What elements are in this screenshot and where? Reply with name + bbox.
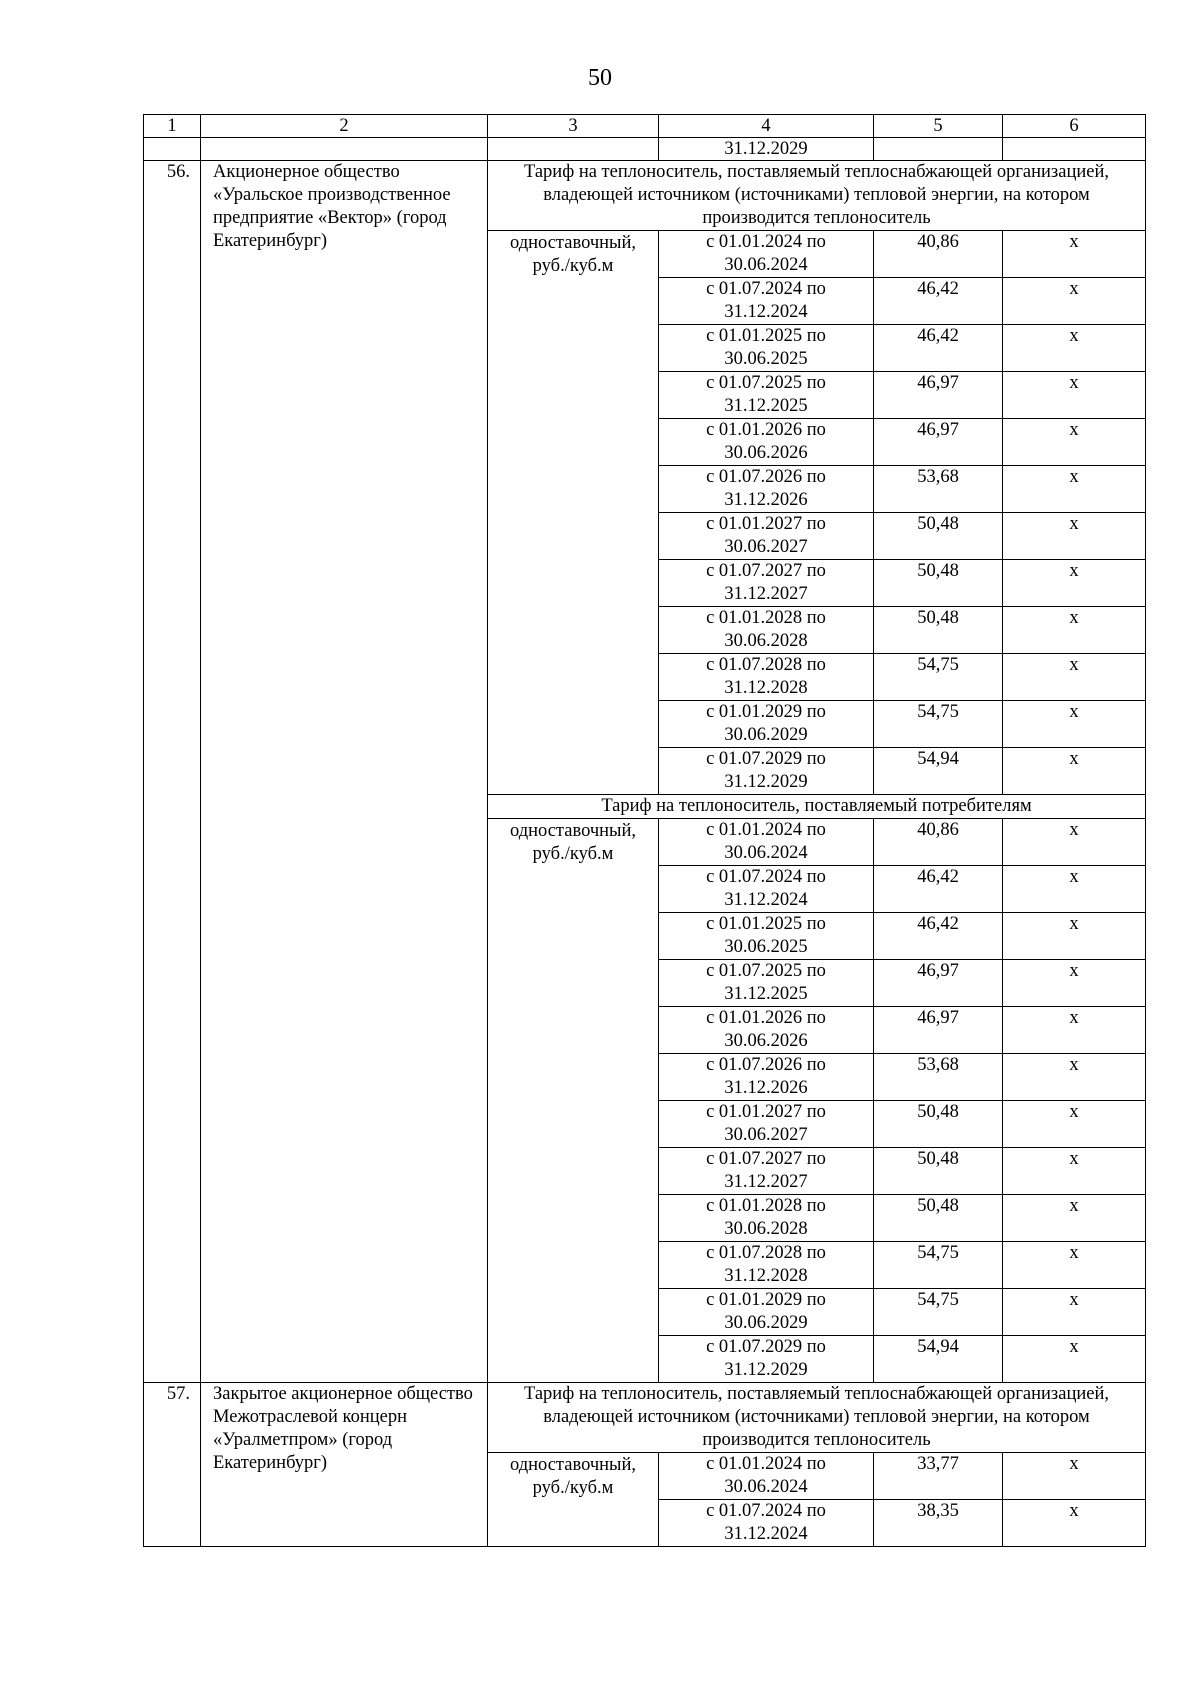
period-cell: с 01.01.2028 по 30.06.2028 (659, 607, 874, 654)
value-cell: 54,94 (874, 1336, 1003, 1383)
period-cell: с 01.07.2027 по 31.12.2027 (659, 1148, 874, 1195)
col6-cell: х (1003, 866, 1146, 913)
value-cell: 46,97 (874, 1007, 1003, 1054)
value-cell: 46,42 (874, 278, 1003, 325)
col6-cell: х (1003, 513, 1146, 560)
col6-cell: х (1003, 913, 1146, 960)
value-cell: 54,75 (874, 1242, 1003, 1289)
empty-cell (144, 138, 201, 161)
col6-cell: х (1003, 231, 1146, 278)
value-cell: 46,42 (874, 325, 1003, 372)
period-cell: с 01.01.2027 по 30.06.2027 (659, 1101, 874, 1148)
col6-cell: х (1003, 1195, 1146, 1242)
tariff-table (143, 114, 1146, 1547)
value-cell: 50,48 (874, 1148, 1003, 1195)
header-cell: 6 (1003, 115, 1146, 138)
value-cell: 40,86 (874, 819, 1003, 866)
period-cell: с 01.07.2025 по 31.12.2025 (659, 960, 874, 1007)
value-cell: 40,86 (874, 231, 1003, 278)
period-cell: с 01.01.2024 по 30.06.2024 (659, 231, 874, 278)
tariff-title: Тариф на теплоноситель, поставляемый теплоснабжающей организацией, владеющей источником (источниками) тепловой энергии, на котором производится теплоноситель (488, 161, 1146, 231)
col6-cell: х (1003, 748, 1146, 795)
value-cell: 54,75 (874, 654, 1003, 701)
empty-cell (201, 138, 488, 161)
col6-cell: х (1003, 372, 1146, 419)
col6-cell: х (1003, 560, 1146, 607)
period-cell: с 01.07.2029 по 31.12.2029 (659, 1336, 874, 1383)
value-cell: 53,68 (874, 1054, 1003, 1101)
col6-cell: х (1003, 278, 1146, 325)
empty-cell (874, 138, 1003, 161)
period-cell: с 01.01.2028 по 30.06.2028 (659, 1195, 874, 1242)
value-cell: 54,75 (874, 701, 1003, 748)
value-cell: 46,97 (874, 372, 1003, 419)
empty-cell (488, 138, 659, 161)
period-cell: с 01.01.2026 по 30.06.2026 (659, 419, 874, 466)
period-cell: с 01.07.2026 по 31.12.2026 (659, 466, 874, 513)
value-cell: 50,48 (874, 560, 1003, 607)
value-cell: 50,48 (874, 607, 1003, 654)
empty-cell (1003, 138, 1146, 161)
value-cell: 38,35 (874, 1500, 1003, 1547)
col6-cell: х (1003, 1453, 1146, 1500)
period-cell: с 01.01.2025 по 30.06.2025 (659, 325, 874, 372)
entry-number: 56. (144, 161, 201, 1383)
value-cell: 50,48 (874, 1195, 1003, 1242)
value-cell: 54,94 (874, 748, 1003, 795)
header-cell: 3 (488, 115, 659, 138)
value-cell: 46,42 (874, 913, 1003, 960)
value-cell: 46,42 (874, 866, 1003, 913)
tariff-title: Тариф на теплоноситель, поставляемый потребителям (488, 795, 1146, 819)
header-cell: 4 (659, 115, 874, 138)
col6-cell: х (1003, 1007, 1146, 1054)
col6-cell: х (1003, 466, 1146, 513)
value-cell: 54,75 (874, 1289, 1003, 1336)
organization-name: Акционерное общество «Уральское производственное предприятие «Вектор» (город Екатеринбург) (201, 161, 488, 1383)
period-cell: с 01.07.2024 по 31.12.2024 (659, 278, 874, 325)
period-cell: с 01.07.2029 по 31.12.2029 (659, 748, 874, 795)
col6-cell: х (1003, 819, 1146, 866)
tariff-type: одноставочный, руб./куб.м (488, 231, 659, 795)
page-number: 50 (588, 65, 612, 91)
value-cell: 33,77 (874, 1453, 1003, 1500)
col6-cell: х (1003, 960, 1146, 1007)
col6-cell: х (1003, 1242, 1146, 1289)
period-cell: с 01.07.2026 по 31.12.2026 (659, 1054, 874, 1101)
col6-cell: х (1003, 1148, 1146, 1195)
tariff-type: одноставочный, руб./куб.м (488, 1453, 659, 1547)
value-cell: 53,68 (874, 466, 1003, 513)
period-cell: с 01.01.2024 по 30.06.2024 (659, 819, 874, 866)
value-cell: 46,97 (874, 419, 1003, 466)
value-cell: 46,97 (874, 960, 1003, 1007)
header-cell: 5 (874, 115, 1003, 138)
value-cell: 50,48 (874, 1101, 1003, 1148)
value-cell: 50,48 (874, 513, 1003, 560)
col6-cell: х (1003, 1289, 1146, 1336)
tariff-title: Тариф на теплоноситель, поставляемый теплоснабжающей организацией, владеющей источником (источниками) тепловой энергии, на котором производится теплоноситель (488, 1383, 1146, 1453)
period-cell: с 01.01.2029 по 30.06.2029 (659, 701, 874, 748)
period-cell: с 01.01.2026 по 30.06.2026 (659, 1007, 874, 1054)
period-cell: с 01.07.2027 по 31.12.2027 (659, 560, 874, 607)
col6-cell: х (1003, 1101, 1146, 1148)
continuation-row (144, 138, 1146, 161)
period-cell: с 01.07.2025 по 31.12.2025 (659, 372, 874, 419)
organization-name: Закрытое акционерное общество Межотраслевой концерн «Уралметпром» (город Екатеринбург) (201, 1383, 488, 1547)
tariff-type: одноставочный, руб./куб.м (488, 819, 659, 1383)
period-cell: с 01.01.2027 по 30.06.2027 (659, 513, 874, 560)
period-cell: с 01.01.2024 по 30.06.2024 (659, 1453, 874, 1500)
period-cell: 31.12.2029 (659, 138, 874, 161)
header-cell: 2 (201, 115, 488, 138)
col6-cell: х (1003, 654, 1146, 701)
col6-cell: х (1003, 701, 1146, 748)
col6-cell: х (1003, 419, 1146, 466)
header-cell: 1 (144, 115, 201, 138)
col6-cell: х (1003, 1500, 1146, 1547)
col6-cell: х (1003, 1054, 1146, 1101)
header-row (144, 115, 1146, 138)
col6-cell: х (1003, 607, 1146, 654)
period-cell: с 01.01.2025 по 30.06.2025 (659, 913, 874, 960)
tariff-title-row (144, 161, 1146, 231)
period-cell: с 01.07.2024 по 31.12.2024 (659, 866, 874, 913)
entry-number: 57. (144, 1383, 201, 1547)
col6-cell: х (1003, 1336, 1146, 1383)
col6-cell: х (1003, 325, 1146, 372)
period-cell: с 01.07.2024 по 31.12.2024 (659, 1500, 874, 1547)
period-cell: с 01.07.2028 по 31.12.2028 (659, 1242, 874, 1289)
period-cell: с 01.01.2029 по 30.06.2029 (659, 1289, 874, 1336)
tariff-title-row (144, 1383, 1146, 1453)
period-cell: с 01.07.2028 по 31.12.2028 (659, 654, 874, 701)
tariff-table-body (144, 115, 1146, 1547)
